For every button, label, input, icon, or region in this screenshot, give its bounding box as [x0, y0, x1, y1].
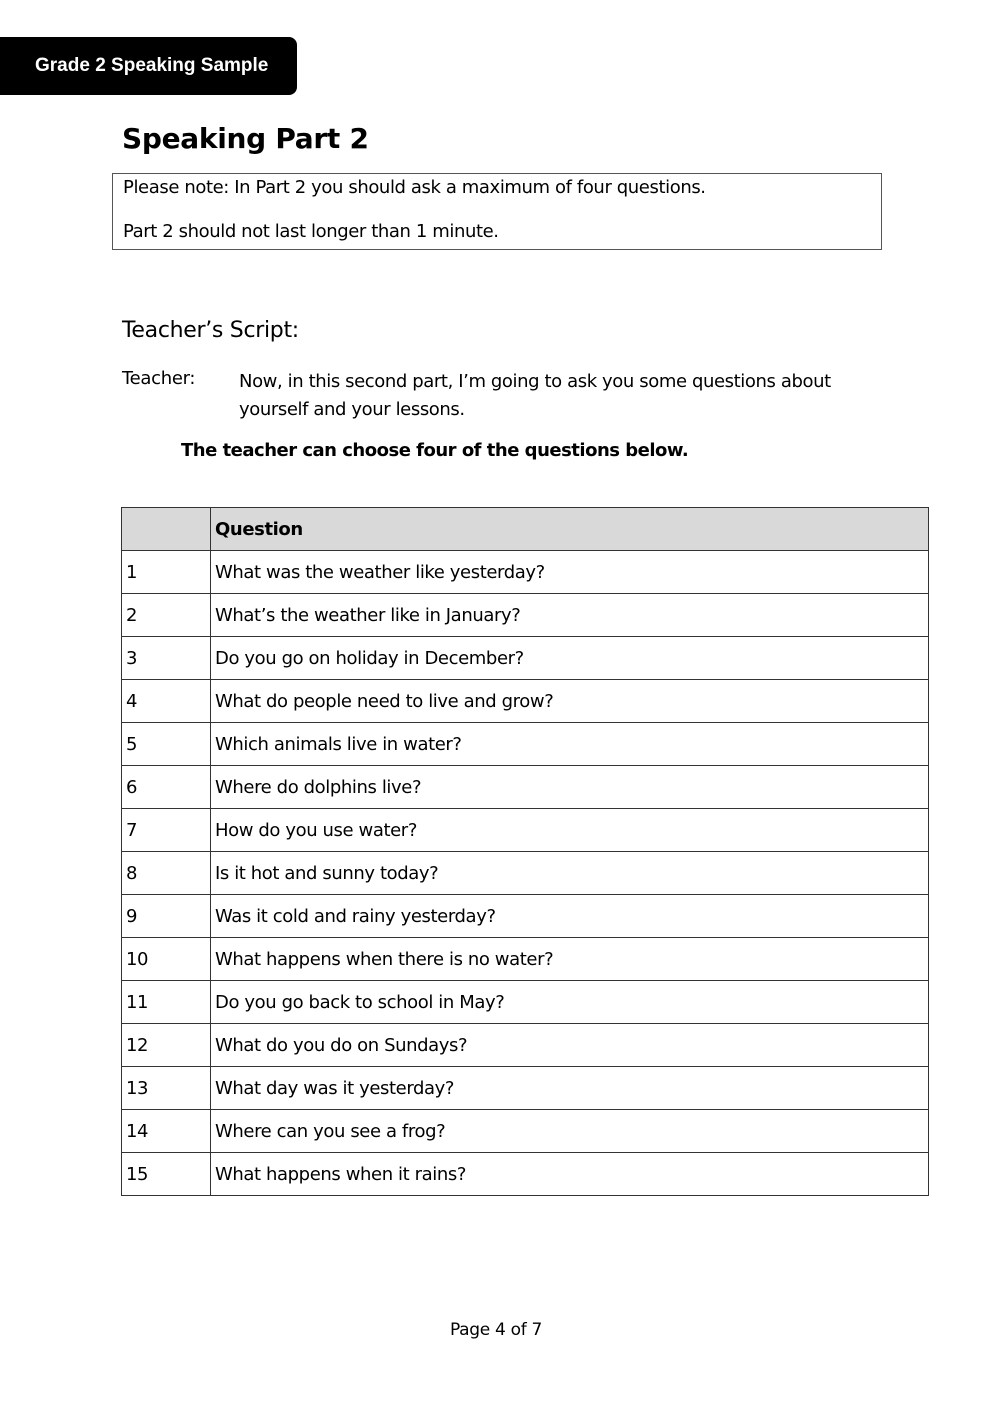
table-row: [122, 1024, 929, 1067]
question-text: What do you do on Sundays?: [211, 1024, 929, 1067]
table-row: [122, 637, 929, 680]
questions-table-body: [122, 551, 929, 1196]
question-number: 12: [122, 1024, 211, 1067]
question-number: 10: [122, 938, 211, 981]
question-text: What’s the weather like in January?: [211, 594, 929, 637]
table-row: [122, 680, 929, 723]
question-number: 5: [122, 723, 211, 766]
note-line-1: Please note: In Part 2 you should ask a maximum of four questions.: [123, 177, 706, 198]
question-number: 2: [122, 594, 211, 637]
question-number: 11: [122, 981, 211, 1024]
question-text: What do people need to live and grow?: [211, 680, 929, 723]
question-text: Do you go on holiday in December?: [211, 637, 929, 680]
table-row: [122, 1067, 929, 1110]
table-row: [122, 551, 929, 594]
question-text: What day was it yesterday?: [211, 1067, 929, 1110]
question-text: Is it hot and sunny today?: [211, 852, 929, 895]
question-text: What happens when it rains?: [211, 1153, 929, 1196]
question-number: 1: [122, 551, 211, 594]
table-row: [122, 1153, 929, 1196]
question-number: 15: [122, 1153, 211, 1196]
table-row: [122, 981, 929, 1024]
page-number: Page 4 of 7: [449, 1320, 543, 1340]
table-row: [122, 766, 929, 809]
question-text: Where can you see a frog?: [211, 1110, 929, 1153]
question-text: What was the weather like yesterday?: [211, 551, 929, 594]
table-header-row: [122, 508, 929, 551]
question-number: 14: [122, 1110, 211, 1153]
question-number: 4: [122, 680, 211, 723]
question-text: Which animals live in water?: [211, 723, 929, 766]
speaker-label: Teacher:: [122, 368, 196, 389]
table-row: [122, 1110, 929, 1153]
column-header-question: Question: [211, 508, 929, 551]
column-header-number: [122, 508, 211, 551]
header-tab: Grade 2 Speaking Sample: [0, 37, 297, 95]
question-number: 3: [122, 637, 211, 680]
questions-table: [121, 507, 929, 1196]
question-number: 13: [122, 1067, 211, 1110]
question-number: 9: [122, 895, 211, 938]
speaker-text: Now, in this second part, I’m going to ask you some questions about yourself and your lessons.: [239, 371, 831, 420]
question-text: Was it cold and rainy yesterday?: [211, 895, 929, 938]
table-row: [122, 809, 929, 852]
question-number: 6: [122, 766, 211, 809]
script-heading: Teacher’s Script:: [122, 318, 299, 343]
question-number: 7: [122, 809, 211, 852]
table-row: [122, 723, 929, 766]
question-text: Where do dolphins live?: [211, 766, 929, 809]
question-text: Do you go back to school in May?: [211, 981, 929, 1024]
note-line-2: Part 2 should not last longer than 1 minute.: [123, 221, 499, 242]
table-row: [122, 594, 929, 637]
table-row: [122, 852, 929, 895]
table-row: [122, 895, 929, 938]
note-box: [112, 173, 882, 250]
question-number: 8: [122, 852, 211, 895]
table-row: [122, 938, 929, 981]
page-title: Speaking Part 2: [122, 122, 369, 155]
question-text: What happens when there is no water?: [211, 938, 929, 981]
question-text: How do you use water?: [211, 809, 929, 852]
instruction-text: The teacher can choose four of the questions below.: [181, 440, 689, 461]
